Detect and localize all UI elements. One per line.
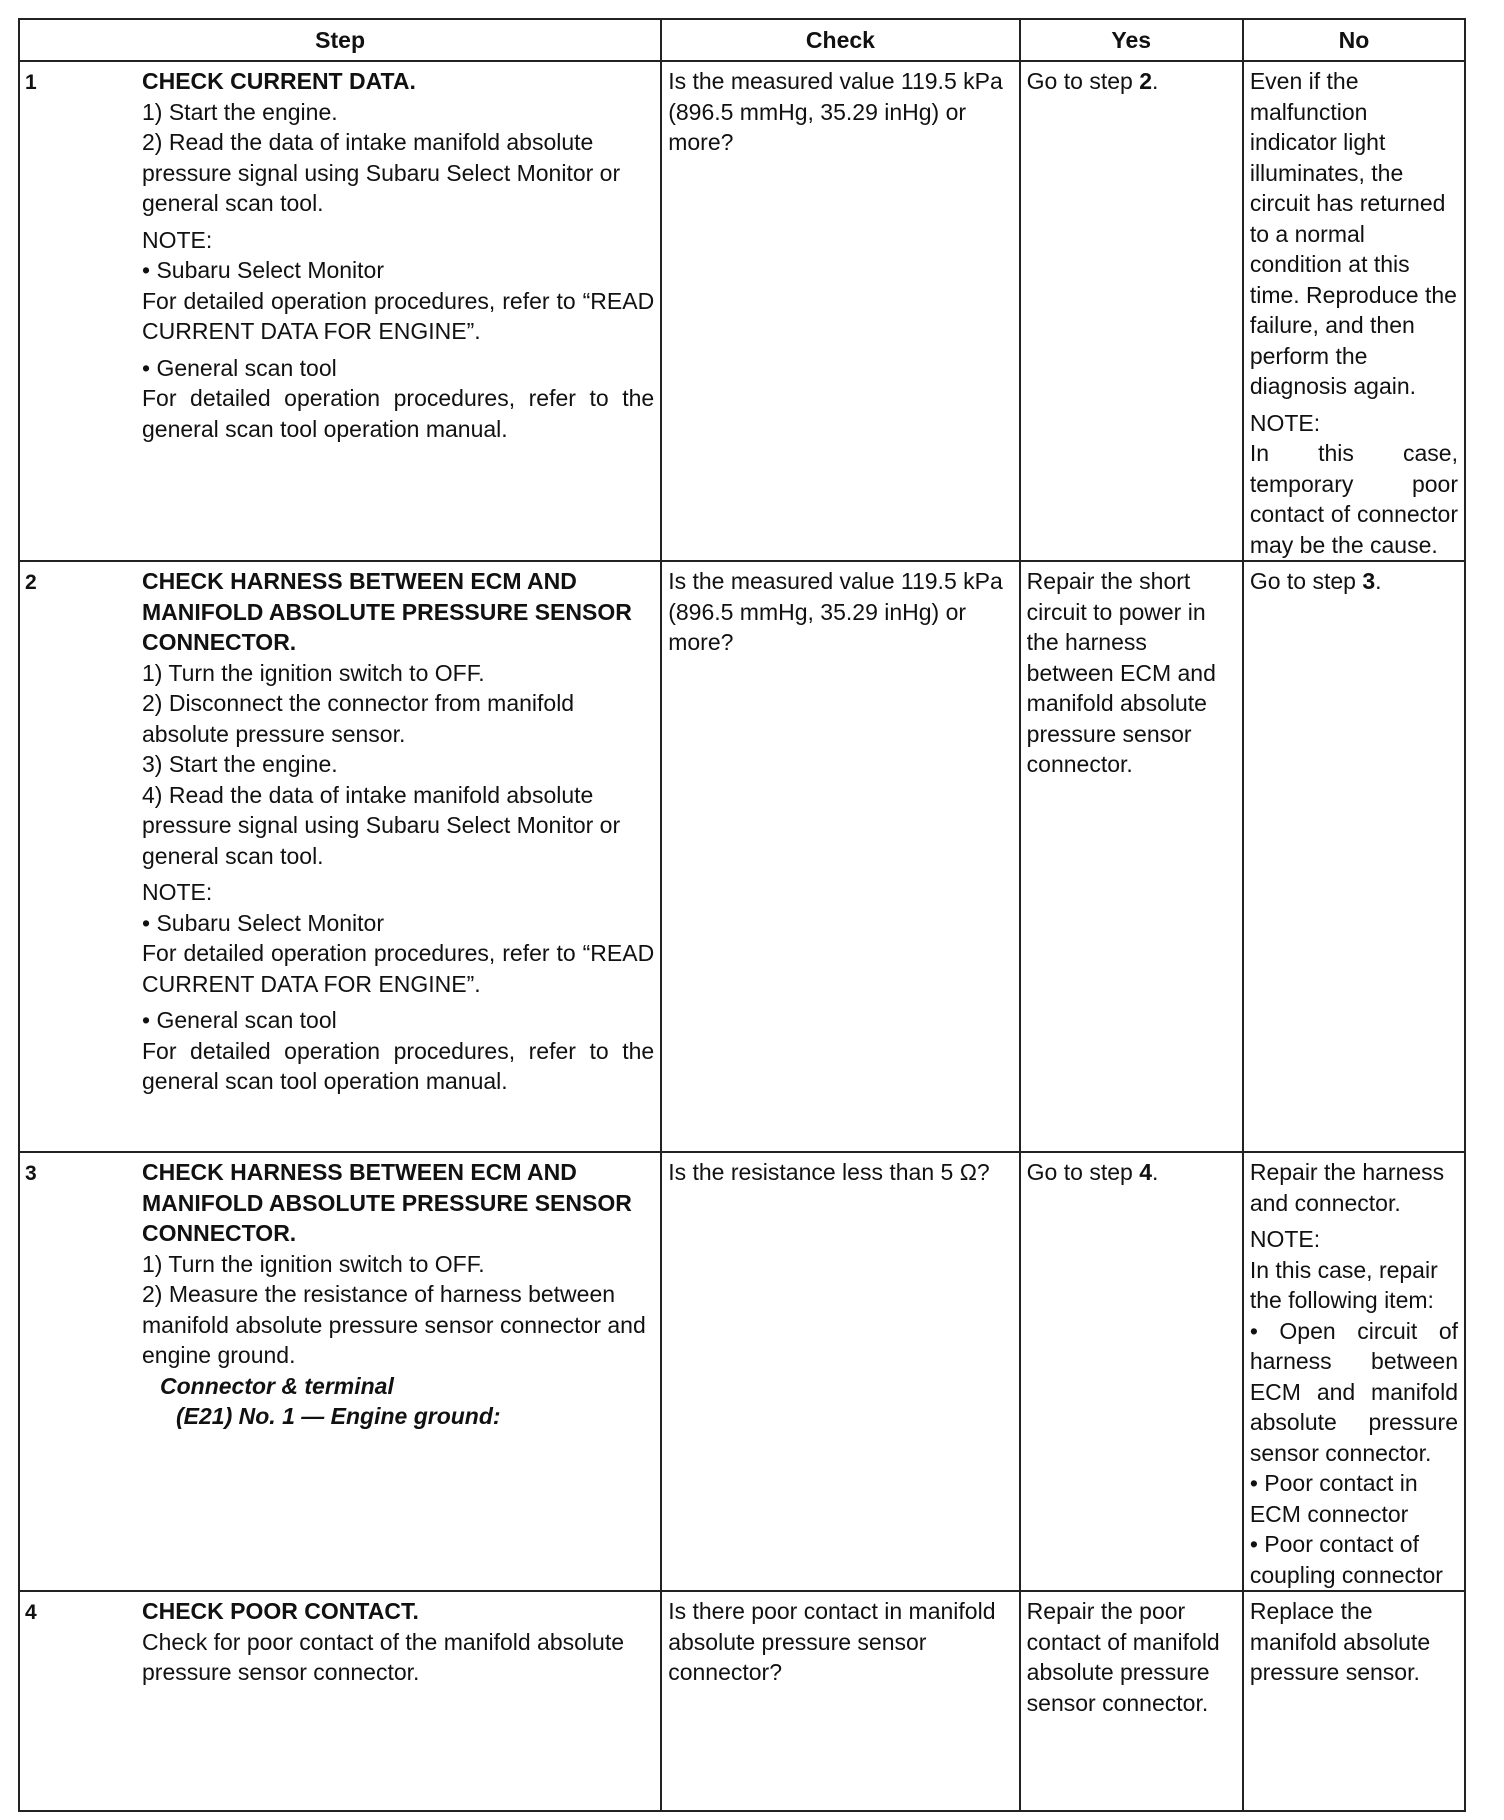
check-cell <box>661 1152 1019 1591</box>
no-action: Repair the harness and connector. <box>1249 1159 1445 1216</box>
spec-value: (E21) No. 1 — Engine ground: <box>176 1403 501 1429</box>
note-bullet: • Open circuit of harness between ECM and manifold absolute pressure sensor connector. <box>1249 1317 1458 1466</box>
step-reference: 3 <box>1362 568 1376 594</box>
note-bullet: • Subaru Select Monitor <box>142 257 385 283</box>
table-row-step-1 <box>19 61 1465 561</box>
step-instruction: 4) Read the data of intake manifold absolute pressure signal using Subaru Select Monitor or general scan tool. <box>142 781 621 869</box>
note-bullet: • Poor contact of coupling connector <box>1249 1531 1443 1588</box>
note-bullet: • General scan tool <box>142 354 337 381</box>
note-bullet: • Poor contact in ECM connector <box>1249 1470 1418 1527</box>
step-cell <box>19 561 661 1152</box>
yes-cell <box>1020 61 1243 561</box>
header-no: No <box>1243 19 1465 61</box>
step-number: 3 <box>25 1162 37 1185</box>
step-instruction: 1) Turn the ignition switch to OFF. <box>142 659 485 686</box>
table-row-step-4 <box>19 1591 1465 1811</box>
check-cell <box>661 61 1019 561</box>
yes-action: Repair the short circuit to power in the harness between ECM and manifold absolute pressure sensor connector. <box>1026 568 1216 777</box>
yes-action: Repair the poor contact of manifold absolute pressure sensor connector. <box>1026 1598 1220 1716</box>
note-bullet: • Subaru Select Monitor <box>142 909 385 936</box>
step-title: CHECK CURRENT DATA. <box>142 68 416 94</box>
note-text: For detailed operation procedures, refer to “READ CURRENT DATA FOR ENGINE”. <box>142 940 655 997</box>
no-cell <box>1243 1591 1465 1811</box>
diagnostic-procedure-table <box>18 18 1466 1812</box>
check-cell <box>661 1591 1019 1811</box>
step-instruction: 2) Measure the resistance of harness between manifold absolute pressure sensor connector and engine ground. <box>142 1281 646 1368</box>
step-instruction: 3) Start the engine. <box>142 751 338 777</box>
header-row <box>19 19 1465 61</box>
note-label: NOTE: <box>142 226 213 253</box>
table-row-step-2 <box>19 561 1465 1152</box>
step-number: 2 <box>25 571 37 594</box>
note-label: NOTE: <box>1249 409 1321 436</box>
step-cell <box>19 1591 661 1811</box>
step-instruction: 1) Start the engine. <box>142 98 338 125</box>
no-cell <box>1243 1152 1465 1591</box>
check-question: Is the measured value 119.5 kPa (896.5 mmHg, 35.29 inHg) or more? <box>668 68 1003 155</box>
no-cell <box>1243 561 1465 1152</box>
note-text: For detailed operation procedures, refer to the general scan tool operation manual. <box>142 385 655 442</box>
yes-cell <box>1020 561 1243 1152</box>
note-text: In this case, temporary poor contact of connector may be the cause. <box>1249 440 1458 558</box>
step-instruction: 1) Turn the ignition switch to OFF. <box>142 1250 485 1277</box>
note-text: In this case, repair the following item: <box>1249 1256 1438 1313</box>
table-row-step-3 <box>19 1152 1465 1591</box>
note-label: NOTE: <box>142 879 213 905</box>
header-yes: Yes <box>1020 19 1243 61</box>
yes-cell <box>1020 1591 1243 1811</box>
yes-cell <box>1020 1152 1243 1591</box>
step-reference: 4 <box>1139 1159 1152 1185</box>
yes-action: Go to step 4. <box>1026 1159 1159 1185</box>
step-number: 4 <box>25 1601 37 1624</box>
check-question: Is there poor contact in manifold absolute pressure sensor connector? <box>668 1598 996 1685</box>
step-cell <box>19 1152 661 1591</box>
check-question: Is the resistance less than 5 Ω? <box>668 1159 990 1185</box>
step-title: CHECK HARNESS BETWEEN ECM AND MANIFOLD ABSOLUTE PRESSURE SENSOR CONNECTOR. <box>142 1159 632 1246</box>
step-reference: 2 <box>1139 68 1152 94</box>
step-instruction: 2) Disconnect the connector from manifold absolute pressure sensor. <box>142 690 575 747</box>
no-action: Go to step 3. <box>1249 568 1382 594</box>
no-action: Even if the malfunction indicator light illuminates, the circuit has returned to a normal condition at this time. Reproduce the failure, and then perform the diagnosis again. <box>1249 68 1457 399</box>
note-text: For detailed operation procedures, refer to the general scan tool operation manual. <box>142 1037 655 1094</box>
check-question: Is the measured value 119.5 kPa (896.5 mmHg, 35.29 inHg) or more? <box>668 568 1003 655</box>
step-cell <box>19 61 661 561</box>
header-check: Check <box>661 19 1019 61</box>
step-title: CHECK HARNESS BETWEEN ECM AND MANIFOLD ABSOLUTE PRESSURE SENSOR CONNECTOR. <box>142 568 632 655</box>
spec-title: Connector & terminal <box>160 1372 394 1399</box>
note-bullet: • General scan tool <box>142 1007 337 1033</box>
step-title: CHECK POOR CONTACT. <box>142 1598 419 1624</box>
note-label: NOTE: <box>1249 1226 1321 1252</box>
yes-action: Go to step 2. <box>1026 68 1159 94</box>
note-text: For detailed operation procedures, refer to “READ CURRENT DATA FOR ENGINE”. <box>142 287 655 344</box>
step-number: 1 <box>25 71 37 94</box>
step-instruction: Check for poor contact of the manifold absolute pressure sensor connector. <box>142 1628 625 1685</box>
header-step: Step <box>19 19 661 61</box>
no-cell <box>1243 61 1465 561</box>
no-action: Replace the manifold absolute pressure sensor. <box>1249 1598 1431 1685</box>
check-cell <box>661 561 1019 1152</box>
step-instruction: 2) Read the data of intake manifold absolute pressure signal using Subaru Select Monitor or general scan tool. <box>142 129 621 216</box>
